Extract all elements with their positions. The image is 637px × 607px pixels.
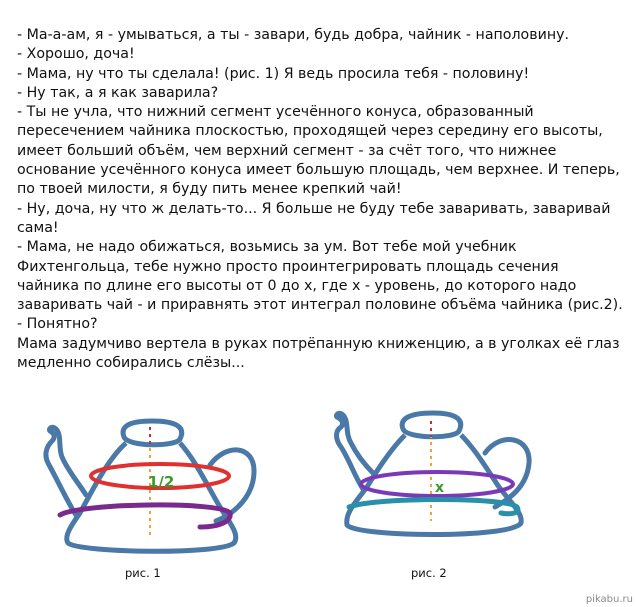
teapot-lid xyxy=(402,413,461,437)
story-line: - Ну так, а я как заварила? xyxy=(17,84,219,101)
story-line: пересечением чайника плоскостью, проходящей через середину его высоты, xyxy=(17,123,603,140)
teapot-body xyxy=(67,443,236,551)
teapot-lid xyxy=(123,421,182,445)
story-line: медленно собирались слёзы... xyxy=(17,355,245,372)
story-line: по твоей милости, я буду пить менее крепкий чай! xyxy=(17,181,402,198)
story-line: имеет больший объём, чем верхний сегмент - за счёт того, что нижнее xyxy=(17,142,557,159)
story-line: сама! xyxy=(17,219,59,236)
story-line: Мама задумчиво вертела в руках потрёпанную книженцию, а в уголках её глаз xyxy=(17,335,620,352)
story-line: основание усечённого конуса имеет большую площадь, чем верхнее. И теперь, xyxy=(17,162,620,179)
teapot-figure-1 xyxy=(40,403,260,563)
story-line: - Понятно? xyxy=(17,316,98,333)
teapot-figure-2 xyxy=(325,403,535,563)
story-line: чайника по длине его высоты от 0 до x, где x - уровень, до которого надо xyxy=(17,277,577,294)
story-line: - Ты не учла, что нижний сегмент усечённого конуса, образованный xyxy=(17,104,534,121)
story-line: Фихтенгольца, тебе нужно просто проинтегрировать площадь сечения xyxy=(17,258,559,275)
x-label: x xyxy=(435,480,445,496)
story-text xyxy=(17,26,629,373)
story-line: - Мама, не надо обижаться, возьмись за ум. Вот тебе мой учебник xyxy=(17,239,517,256)
story-line: - Ма-а-ам, я - умываться, а ты - завари, будь добра, чайник - наполовину. xyxy=(17,27,569,43)
figure-2-caption: рис. 2 xyxy=(411,566,447,580)
bottom-level-ring xyxy=(60,505,230,527)
figure-1-caption: рис. 1 xyxy=(125,566,161,580)
teapot-spout xyxy=(46,427,86,515)
watermark: pikabu.ru xyxy=(585,594,633,605)
story-line: - Ну, доча, ну что ж делать-то... Я больше не буду тебе заваривать, заваривай xyxy=(17,200,611,217)
half-label: 1/2 xyxy=(148,473,175,491)
story-line: заваривать чай - и приравнять этот интеграл половине объёма чайника (рис.2). xyxy=(17,297,623,314)
story-line: - Мама, ну что ты сделала! (рис. 1) Я ведь просила тебя - половину! xyxy=(17,65,530,82)
story-line: - Хорошо, доча! xyxy=(17,46,135,63)
teapot-body xyxy=(347,435,521,535)
